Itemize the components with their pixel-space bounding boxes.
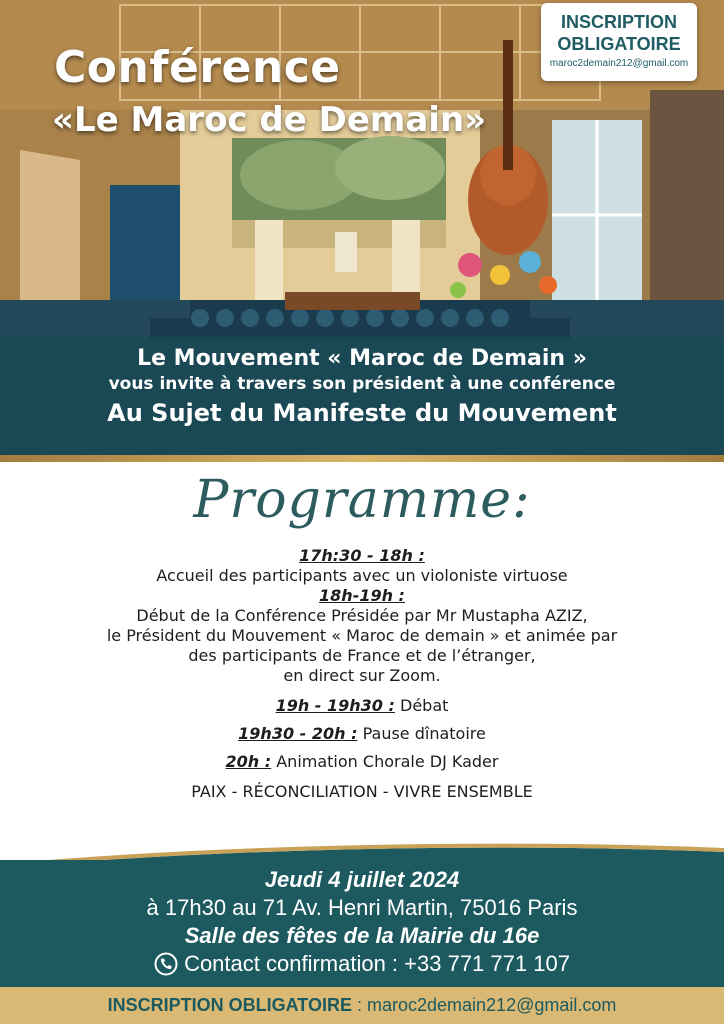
registration-line1: INSCRIPTION: [560, 12, 677, 32]
registration-badge: [541, 3, 697, 81]
schedule-item: Accueil des participants avec un violoniste virtuose: [156, 566, 568, 585]
event-date: Jeudi 4 juillet 2024: [264, 867, 460, 892]
conference-title: Conférence: [54, 42, 341, 93]
bottom-registration-label: INSCRIPTION OBLIGATOIRE: [107, 995, 352, 1015]
hero-banner: [0, 0, 724, 462]
conference-subtitle: «Le Maroc de Demain»: [52, 100, 487, 140]
schedule-item: Pause dînatoire: [362, 724, 486, 743]
invitation-line2: vous invite à travers son président à une conférence: [108, 374, 616, 394]
schedule-item: des participants de France et de l’étranger,: [188, 646, 536, 665]
event-details: [0, 860, 724, 987]
bottom-registration-email[interactable]: maroc2demain212@gmail.com: [366, 995, 617, 1015]
programme-heading: Programme:: [193, 470, 531, 530]
programme-list: [0, 546, 724, 802]
schedule-item: Début de la Conférence Présidée par Mr Mustapha AZIZ,: [136, 606, 588, 625]
schedule-item: Animation Chorale DJ Kader: [276, 752, 499, 771]
schedule-item: le Président du Mouvement « Maroc de demain » et animée par: [106, 626, 618, 645]
schedule-item: Débat: [400, 696, 449, 715]
registration-email[interactable]: maroc2demain212@gmail.com: [549, 58, 689, 69]
contact-text: Contact confirmation : +33 771 771 107: [184, 951, 570, 976]
motto: PAIX - RÉCONCILIATION - VIVRE ENSEMBLE: [191, 782, 533, 801]
invitation-line3: Au Sujet du Manifeste du Mouvement: [107, 399, 617, 427]
bottom-registration-bar: [0, 987, 724, 1024]
schedule-time: 20h :: [225, 752, 272, 771]
registration-line2: OBLIGATOIRE: [557, 34, 681, 54]
bottom-separator: :: [351, 995, 367, 1015]
schedule-item: en direct sur Zoom.: [283, 666, 441, 685]
phone-icon: [154, 952, 178, 976]
contact-line[interactable]: [154, 950, 570, 978]
schedule-time: 19h30 - 20h :: [238, 724, 358, 743]
schedule-time: 19h - 19h30 :: [275, 696, 395, 715]
schedule-time: 18h-19h :: [319, 586, 405, 605]
gold-divider: [0, 455, 724, 462]
schedule-time: 17h:30 - 18h :: [299, 546, 425, 565]
invitation-line1: Le Mouvement « Maroc de Demain »: [137, 346, 587, 371]
event-address: à 17h30 au 71 Av. Henri Martin, 75016 Paris: [146, 895, 578, 920]
event-venue: Salle des fêtes de la Mairie du 16e: [184, 923, 540, 948]
invitation-band: [0, 337, 724, 455]
